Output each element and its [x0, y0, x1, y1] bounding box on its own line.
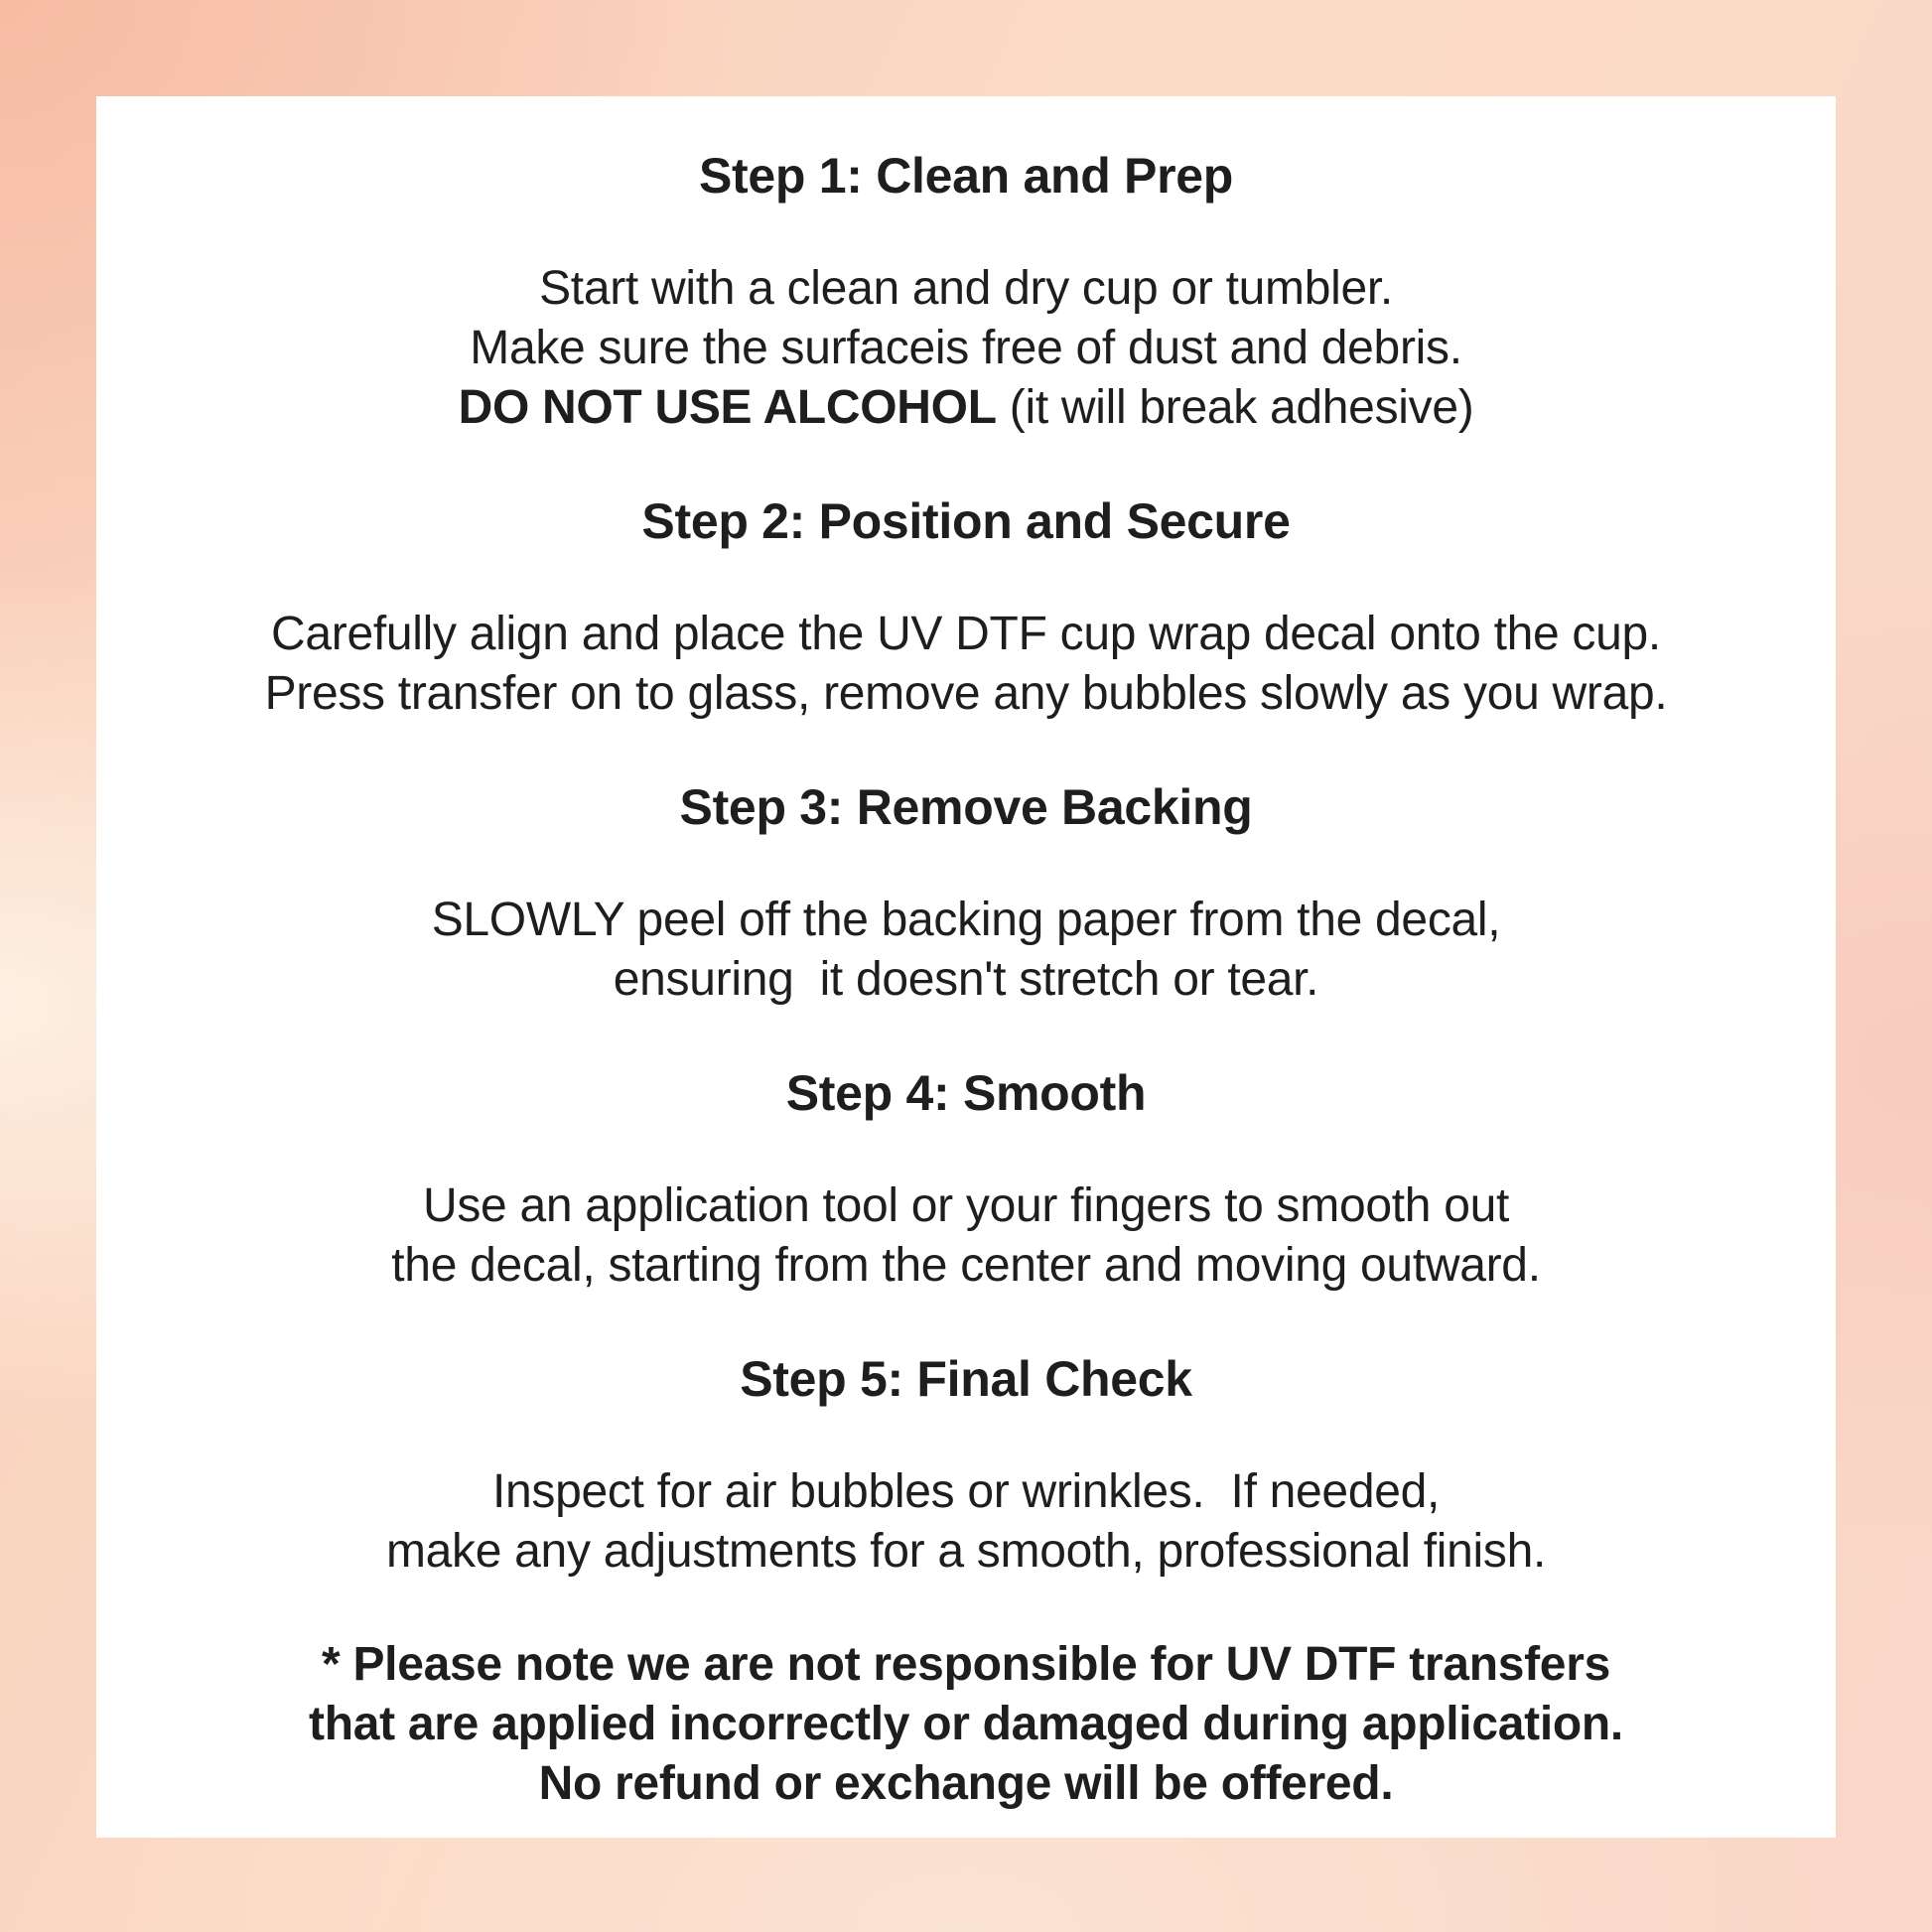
- disclaimer-line: * Please note we are not responsible for UV DTF transfers: [322, 1638, 1610, 1691]
- disclaimer-line: that are applied incorrectly or damaged during application.: [309, 1698, 1623, 1750]
- step-3-body-line: [96, 891, 1836, 950]
- step-1-body-line: [96, 259, 1836, 319]
- step-4-body-line: [96, 1236, 1836, 1296]
- step-3-title: Step 3: Remove Backing: [679, 779, 1253, 835]
- step-4-section: [96, 1063, 1836, 1296]
- step-5-title: Step 5: Final Check: [740, 1351, 1192, 1407]
- text-fragment: Carefully align and place the UV DTF cup wrap decal onto the cup.: [271, 608, 1661, 660]
- step-2-section: [96, 491, 1836, 724]
- text-fragment: ensuring it doesn't stretch or tear.: [613, 953, 1319, 1006]
- text-fragment: Inspect for air bubbles or wrinkles. If needed,: [491, 1465, 1441, 1518]
- instruction-card: [96, 96, 1836, 1838]
- step-5-body-line: [96, 1522, 1836, 1582]
- step-1-section: [96, 146, 1836, 438]
- text-fragment: (it will break adhesive): [996, 381, 1474, 434]
- text-fragment: Make sure the surfaceis free of dust and debris.: [470, 322, 1462, 374]
- text-fragment: Press transfer on to glass, remove any bubbles slowly as you wrap.: [264, 667, 1668, 720]
- step-1-body-line: [96, 319, 1836, 378]
- step-1-body-line: [96, 378, 1836, 438]
- step-5-body-line: [96, 1462, 1836, 1522]
- step-2-title: Step 2: Position and Secure: [641, 493, 1291, 549]
- text-fragment: make any adjustments for a smooth, professional finish.: [385, 1525, 1547, 1578]
- text-fragment: SLOWLY peel off the backing paper from the decal,: [431, 894, 1501, 946]
- step-1-title: Step 1: Clean and Prep: [699, 148, 1233, 204]
- text-fragment: the decal, starting from the center and moving outward.: [391, 1239, 1541, 1292]
- step-2-body-line: [96, 605, 1836, 664]
- step-4-title: Step 4: Smooth: [785, 1065, 1147, 1121]
- step-3-section: [96, 777, 1836, 1010]
- step-3-body-line: [96, 950, 1836, 1010]
- step-4-body-line: [96, 1176, 1836, 1236]
- step-2-body-line: [96, 664, 1836, 724]
- step-5-section: [96, 1349, 1836, 1582]
- text-fragment: Use an application tool or your fingers to smooth out: [422, 1179, 1510, 1232]
- bold-fragment: DO NOT USE ALCOHOL: [458, 381, 997, 434]
- disclaimer-section: [96, 1635, 1836, 1814]
- disclaimer-line: No refund or exchange will be offered.: [538, 1757, 1394, 1810]
- text-fragment: Start with a clean and dry cup or tumbler.: [539, 262, 1393, 315]
